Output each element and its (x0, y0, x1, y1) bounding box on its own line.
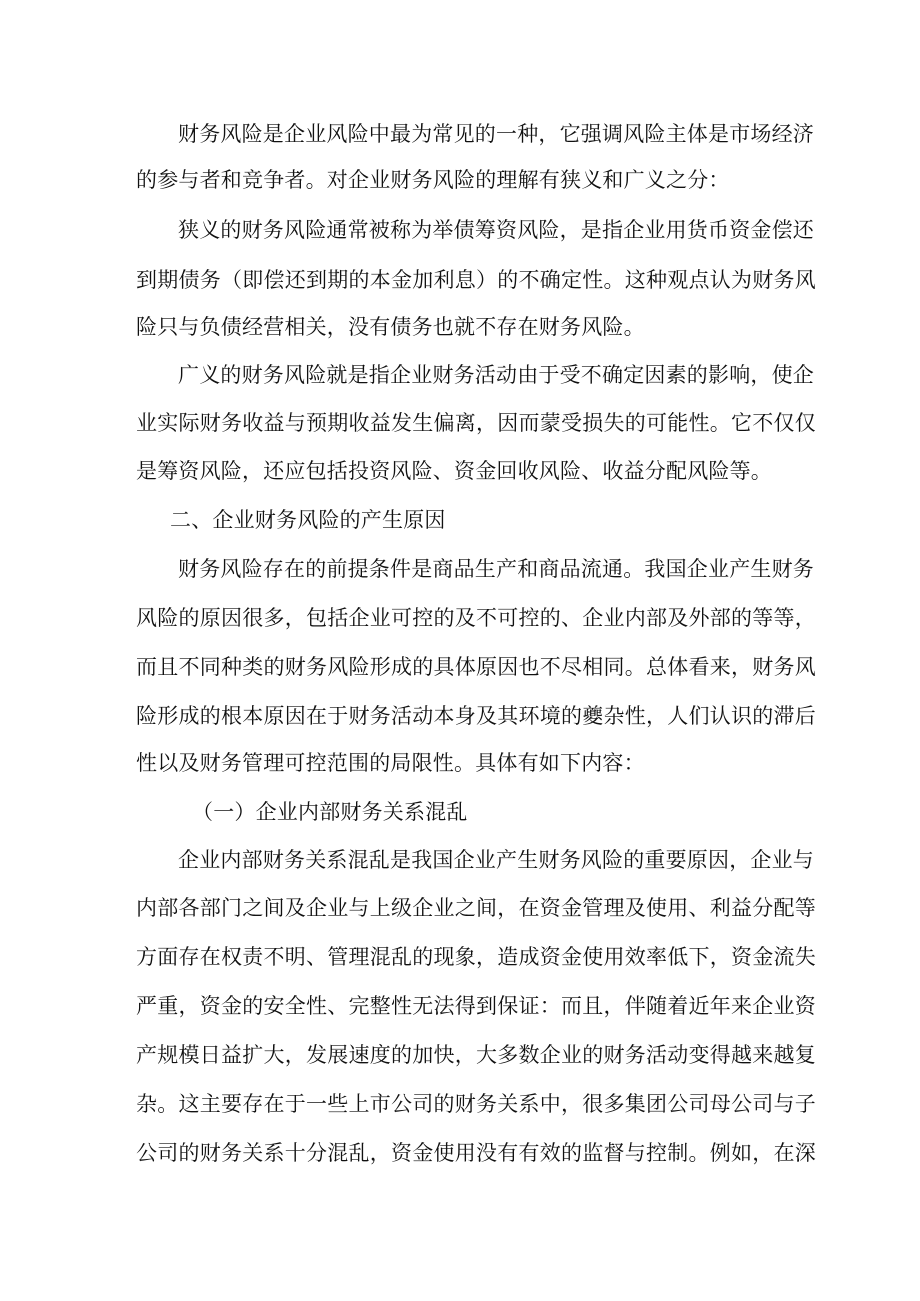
paragraph-line: 公司的财务关系十分混乱，资金使用没有有效的监督与控制。例如，在深 (136, 1141, 816, 1165)
paragraph-line: 业实际财务收益与预期收益发生偏离，因而蒙受损失的可能性。它不仅仅 (136, 411, 816, 435)
paragraph-line: 到期债务（即偿还到期的本金加利息）的不确定性。这种观点认为财务风 (136, 268, 816, 292)
paragraph-line: 险只与负债经营相关，没有债务也就不存在财务风险。 (136, 315, 645, 339)
paragraph-line: 内部各部门之间及企业与上级企业之间，在资金管理及使用、利益分配等 (136, 896, 816, 920)
paragraph-line: 而且不同种类的财务风险形成的具体原因也不尽相同。总体看来，财务风 (136, 655, 816, 679)
paragraph-line: 狭义的财务风险通常被称为举债筹资风险，是指企业用货币资金偿还 (178, 218, 814, 242)
paragraph-line: 企业内部财务关系混乱是我国企业产生财务风险的重要原因，企业与 (178, 848, 814, 872)
paragraph-line: 广义的财务风险就是指企业财务活动由于受不确定因素的影响，使企 (178, 363, 814, 387)
paragraph-line: 风险的原因很多，包括企业可控的及不可控的、企业内部及外部的等等， (136, 606, 816, 630)
subsection-heading: （一）企业内部财务关系混乱 (192, 800, 468, 824)
paragraph-line: 的参与者和竞争者。对企业财务风险的理解有狭义和广义之分： (136, 168, 730, 192)
paragraph-line: 方面存在权责不明、管理混乱的现象，造成资金使用效率低下，资金流失 (136, 945, 816, 969)
paragraph-line: 严重，资金的安全性、完整性无法得到保证：而且，伴随着近年来企业资 (136, 994, 816, 1018)
paragraph-line: 财务风险存在的前提条件是商品生产和商品流通。我国企业产生财务 (178, 557, 814, 581)
paragraph-line: 是筹资风险，还应包括投资风险、资金回收风险、收益分配风险等。 (136, 459, 772, 483)
paragraph-line: 性以及财务管理可控范围的局限性。具体有如下内容： (136, 751, 645, 775)
paragraph-line: 财务风险是企业风险中最为常见的一种，它强调风险主体是市场经济 (178, 122, 814, 146)
paragraph-line: 杂。这主要存在于一些上市公司的财务关系中，很多集团公司母公司与子 (136, 1092, 816, 1116)
section-heading: 二、企业财务风险的产生原因 (170, 508, 446, 532)
paragraph-line: 险形成的根本原因在于财务活动本身及其环境的夔杂性，人们认识的滞后 (136, 704, 816, 728)
paragraph-line: 产规模日益扩大，发展速度的加快，大多数企业的财务活动变得越来越复 (136, 1043, 816, 1067)
